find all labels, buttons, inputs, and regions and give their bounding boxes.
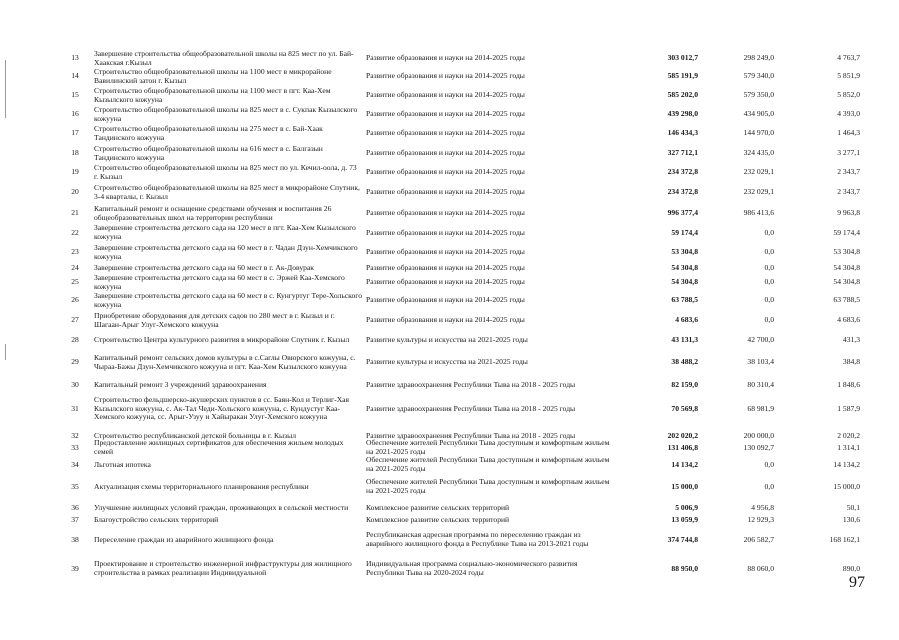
table-row bbox=[60, 311, 860, 330]
regional-amount-cell: 5 851,9 bbox=[837, 71, 860, 81]
federal-amount-cell: 4 956,8 bbox=[751, 503, 774, 513]
scan-margin-mark bbox=[5, 344, 6, 360]
table-row bbox=[60, 391, 860, 427]
table-row bbox=[60, 49, 860, 68]
program-name-cell: Развитие образования и науки на 2014-2025 годы bbox=[366, 90, 525, 100]
regional-amount-cell: 168 162,1 bbox=[829, 534, 860, 544]
federal-amount-cell: 68 981,9 bbox=[747, 403, 774, 413]
total-amount-cell: 303 012,7 bbox=[667, 53, 698, 63]
row-number-cell: 15 bbox=[71, 90, 79, 100]
row-number-cell: 36 bbox=[71, 503, 79, 513]
federal-amount-cell: 0,0 bbox=[764, 277, 774, 287]
row-number-cell: 24 bbox=[71, 262, 79, 272]
row-number-cell: 30 bbox=[71, 379, 79, 389]
program-name-cell: Развитие образования и науки на 2014-2025 годы bbox=[366, 71, 525, 81]
row-number-cell: 32 bbox=[71, 430, 79, 440]
program-name-cell: Комплексное развитие сельских территорий bbox=[366, 503, 510, 513]
regional-amount-cell: 14 134,2 bbox=[833, 459, 860, 469]
total-amount-cell: 38 488,2 bbox=[671, 357, 698, 367]
total-amount-cell: 63 788,5 bbox=[671, 295, 698, 305]
federal-amount-cell: 579 340,0 bbox=[743, 71, 774, 81]
regional-amount-cell: 2 020,2 bbox=[837, 430, 860, 440]
table-row bbox=[60, 86, 860, 105]
row-number-cell: 39 bbox=[71, 563, 79, 573]
object-name-cell: Проектирование и строительство инженерной инфраструктуры для жилищного строительства в рамках реализации Индивидуальной bbox=[94, 559, 352, 577]
federal-amount-cell: 12 929,3 bbox=[747, 514, 774, 524]
table-row bbox=[60, 475, 860, 499]
total-amount-cell: 54 304,8 bbox=[671, 277, 698, 287]
program-name-cell: Развитие образования и науки на 2014-2025 годы bbox=[366, 53, 525, 63]
total-amount-cell: 234 372,8 bbox=[667, 187, 698, 197]
regional-amount-cell: 54 304,8 bbox=[833, 262, 860, 272]
federal-amount-cell: 0,0 bbox=[764, 459, 774, 469]
object-name-cell: Завершение строительства детского сада на 60 мест в г. Ак-Довурак bbox=[94, 262, 314, 272]
program-name-cell: Обеспечение жителей Республики Тыва доступным и комфортным жильем на 2021-2025 годы bbox=[366, 439, 610, 456]
object-name-cell: Строительство Центра культурного развития в микрорайоне Спутник г. Кызыл bbox=[94, 334, 350, 344]
table-row bbox=[60, 262, 860, 274]
object-name-cell: Строительство общеобразовательной школы на 825 мест по ул. Кечил-оола, д. 73 г. Кызыл bbox=[94, 163, 357, 181]
scan-margin-mark bbox=[5, 60, 6, 118]
row-number-cell: 18 bbox=[71, 148, 79, 158]
total-amount-cell: 146 434,3 bbox=[667, 128, 698, 138]
total-amount-cell: 585 191,9 bbox=[667, 71, 698, 81]
object-name-cell: Капитальный ремонт и оснащение средствами обучения и воспитания 26 общеобразовательных школ на территории республики bbox=[94, 204, 332, 222]
program-name-cell: Развитие образования и науки на 2014-2025 годы bbox=[366, 187, 525, 197]
object-name-cell: Строительство общеобразовательной школы на 616 мест в с. Балгазын Тандинского кожууна bbox=[94, 144, 323, 162]
program-name-cell: Развитие культуры и искусства на 2021-2025 годы bbox=[366, 357, 528, 367]
table-row bbox=[60, 144, 860, 163]
table-row bbox=[60, 556, 860, 582]
program-name-cell: Республиканская адресная программа по переселению граждан из аварийного жилищного фонда в Республике Тыва на 2013-2021 годы bbox=[366, 530, 589, 548]
row-number-cell: 16 bbox=[71, 109, 79, 119]
table-row bbox=[60, 204, 860, 223]
regional-amount-cell: 2 343,7 bbox=[837, 187, 860, 197]
object-name-cell: Улучшение жилищных условий граждан, проживающих в сельской местности bbox=[94, 503, 349, 513]
table-row bbox=[60, 182, 860, 203]
program-name-cell: Развитие образования и науки на 2014-2025 годы bbox=[366, 247, 525, 257]
row-number-cell: 23 bbox=[71, 247, 79, 257]
regional-amount-cell: 59 174,4 bbox=[833, 227, 860, 237]
object-name-cell: Льготная ипотека bbox=[94, 459, 151, 469]
row-number-cell: 35 bbox=[71, 481, 79, 491]
total-amount-cell: 13 059,9 bbox=[671, 514, 698, 524]
federal-amount-cell: 434 905,0 bbox=[743, 109, 774, 119]
total-amount-cell: 59 174,4 bbox=[671, 227, 698, 237]
object-name-cell: Капитальный ремонт 3 учреждений здравоохранения bbox=[94, 379, 267, 389]
program-name-cell: Развитие образования и науки на 2014-2025 годы bbox=[366, 262, 525, 272]
regional-amount-cell: 5 852,0 bbox=[837, 90, 860, 100]
total-amount-cell: 70 569,8 bbox=[671, 403, 698, 413]
program-name-cell: Комплексное развитие сельских территорий bbox=[366, 514, 510, 524]
regional-amount-cell: 4 393,0 bbox=[837, 109, 860, 119]
row-number-cell: 27 bbox=[71, 315, 79, 325]
object-name-cell: Строительство общеобразовательной школы на 1100 мест в микрорайоне Вавилинский затон г. Кызыл bbox=[94, 68, 332, 85]
row-number-cell: 19 bbox=[71, 167, 79, 177]
total-amount-cell: 53 304,8 bbox=[671, 247, 698, 257]
regional-amount-cell: 2 343,7 bbox=[837, 167, 860, 177]
table-row bbox=[60, 292, 860, 309]
federal-amount-cell: 0,0 bbox=[764, 247, 774, 257]
federal-amount-cell: 42 700,0 bbox=[747, 334, 774, 344]
row-number-cell: 21 bbox=[71, 208, 79, 218]
program-name-cell: Развитие образования и науки на 2014-2025 годы bbox=[366, 128, 525, 138]
table-row bbox=[60, 514, 860, 526]
total-amount-cell: 996 377,4 bbox=[667, 208, 698, 218]
object-name-cell: Строительство фельдшерско-акушерских пунктов в сс. Баян-Кол и Терлиг-Хая Кызылского кожууна, с. Ак-Тал Чеди-Хольского кожууна, с. Кундустуг Каа-Хемского кожууна, сс. Арыг-Узуу и Хайыракан Улуг-Хемского кожууна bbox=[94, 395, 350, 422]
federal-amount-cell: 80 310,4 bbox=[747, 379, 774, 389]
federal-amount-cell: 38 103,4 bbox=[747, 357, 774, 367]
object-name-cell: Завершение строительства детского сада на 60 мест в г. Чадан Дзун-Хемчикского кожууна bbox=[94, 243, 358, 261]
row-number-cell: 14 bbox=[71, 71, 79, 81]
object-name-cell: Строительство общеобразовательной школы на 1100 мест в пгт. Каа-Хем Кызылского кожууна bbox=[94, 86, 331, 104]
regional-amount-cell: 130,6 bbox=[842, 514, 860, 524]
regional-amount-cell: 1 587,9 bbox=[837, 403, 860, 413]
total-amount-cell: 202 020,2 bbox=[667, 430, 698, 440]
program-name-cell: Развитие образования и науки на 2014-2025 годы bbox=[366, 148, 525, 158]
object-name-cell: Строительство общеобразовательной школы на 825 мест в микрорайоне Спутник, 3-4 кварталы, г. Кызыл bbox=[94, 182, 360, 201]
regional-amount-cell: 1 314,1 bbox=[837, 442, 860, 452]
regional-amount-cell: 4 683,6 bbox=[837, 315, 860, 325]
object-name-cell: Актуализация схемы территориального планирования республики bbox=[94, 481, 309, 491]
program-name-cell: Развитие культуры и искусства на 2021-2025 годы bbox=[366, 334, 528, 344]
program-name-cell: Обеспечение жителей Республики Тыва доступным и комфортным жильем на 2021-2025 годы bbox=[366, 456, 610, 473]
federal-amount-cell: 0,0 bbox=[764, 262, 774, 272]
row-number-cell: 29 bbox=[71, 357, 79, 367]
program-name-cell: Обеспечение жителей Республики Тыва доступным и комфортным жильем на 2021-2025 годы bbox=[366, 477, 610, 495]
object-name-cell: Завершение строительства детского сада на 120 мест в пгт. Каа-Хем Кызылского кожууна bbox=[94, 224, 356, 241]
row-number-cell: 31 bbox=[71, 403, 79, 413]
row-number-cell: 28 bbox=[71, 334, 79, 344]
table-row bbox=[60, 456, 860, 474]
regional-amount-cell: 63 788,5 bbox=[833, 295, 860, 305]
federal-amount-cell: 130 092,7 bbox=[743, 442, 774, 452]
regional-amount-cell: 431,3 bbox=[842, 334, 860, 344]
program-name-cell: Развитие здравоохранения Республики Тыва на 2018 - 2025 годы bbox=[366, 430, 576, 440]
table-row bbox=[60, 349, 860, 376]
total-amount-cell: 131 406,8 bbox=[667, 442, 698, 452]
program-name-cell: Развитие образования и науки на 2014-2025 годы bbox=[366, 227, 525, 237]
federal-amount-cell: 232 029,1 bbox=[743, 187, 774, 197]
object-name-cell: Завершение строительства детского сада на 60 мест в с. Эржей Каа-Хемского кожууна bbox=[94, 274, 345, 291]
table-row bbox=[60, 439, 860, 457]
row-number-cell: 37 bbox=[71, 514, 79, 524]
object-name-cell: Предоставление жилищных сертификатов для обеспечения жильем молодых семей bbox=[94, 439, 344, 456]
total-amount-cell: 4 683,6 bbox=[675, 315, 698, 325]
total-amount-cell: 234 372,8 bbox=[667, 167, 698, 177]
program-name-cell: Индивидуальная программа социально-экономического развития Республики Тыва на 2020-2024 годы bbox=[366, 559, 578, 577]
row-number-cell: 33 bbox=[71, 442, 79, 452]
regional-amount-cell: 54 304,8 bbox=[833, 277, 860, 287]
object-name-cell: Завершение строительства детского сада на 60 мест в с. Кунгуртуг Тере-Хольского кожууна bbox=[94, 292, 362, 309]
regional-amount-cell: 50,1 bbox=[846, 503, 860, 513]
regional-amount-cell: 890,0 bbox=[842, 563, 860, 573]
program-name-cell: Развитие образования и науки на 2014-2025 годы bbox=[366, 208, 525, 218]
table-row bbox=[60, 379, 860, 391]
table-row bbox=[60, 243, 860, 262]
program-name-cell: Развитие образования и науки на 2014-2025 годы bbox=[366, 167, 525, 177]
object-name-cell: Строительство общеобразовательной школы на 275 мест в с. Бай-Хаак Тандинского кожууна bbox=[94, 125, 323, 142]
regional-amount-cell: 3 277,1 bbox=[837, 148, 860, 158]
federal-amount-cell: 88 060,0 bbox=[747, 563, 774, 573]
table-row bbox=[60, 163, 860, 182]
object-name-cell: Приобретение оборудования для детских садов по 280 мест в г. Кызыл и г. Шагаан-Арыг Улуг-Хемского кожууна bbox=[94, 311, 335, 329]
table-row bbox=[60, 125, 860, 142]
federal-amount-cell: 0,0 bbox=[764, 295, 774, 305]
total-amount-cell: 5 006,9 bbox=[675, 503, 698, 513]
total-amount-cell: 327 712,1 bbox=[667, 148, 698, 158]
row-number-cell: 17 bbox=[71, 128, 79, 138]
total-amount-cell: 439 298,0 bbox=[667, 109, 698, 119]
object-name-cell: Капитальный ремонт сельских домов культуры в с.Саглы Овюрского кожууна, с. Чыраа-Бажы Дзун-Хемчикского кожууна и пгт. Каа-Хем Кызылского кожууна bbox=[94, 352, 356, 371]
regional-amount-cell: 9 963,8 bbox=[837, 208, 860, 218]
program-name-cell: Развитие образования и науки на 2014-2025 годы bbox=[366, 315, 525, 325]
program-name-cell: Развитие здравоохранения Республики Тыва на 2018 - 2025 годы bbox=[366, 403, 576, 413]
object-name-cell: Переселение граждан из аварийного жилищного фонда bbox=[94, 534, 274, 544]
regional-amount-cell: 53 304,8 bbox=[833, 247, 860, 257]
federal-amount-cell: 986 413,6 bbox=[743, 208, 774, 218]
federal-amount-cell: 144 970,0 bbox=[743, 128, 774, 138]
row-number-cell: 26 bbox=[71, 295, 79, 305]
regional-amount-cell: 1 848,6 bbox=[837, 379, 860, 389]
program-name-cell: Развитие здравоохранения Республики Тыва на 2018 - 2025 годы bbox=[366, 379, 576, 389]
total-amount-cell: 43 131,3 bbox=[671, 334, 698, 344]
regional-amount-cell: 4 763,7 bbox=[837, 53, 860, 63]
regional-amount-cell: 1 464,3 bbox=[837, 128, 860, 138]
object-name-cell: Строительство общеобразовательной школы на 825 мест в с. Сукпак Кызылского кожууна bbox=[94, 106, 358, 123]
row-number-cell: 38 bbox=[71, 534, 79, 544]
row-number-cell: 22 bbox=[71, 227, 79, 237]
table-row bbox=[60, 68, 860, 85]
row-number-cell: 20 bbox=[71, 187, 79, 197]
regional-amount-cell: 384,8 bbox=[842, 357, 860, 367]
total-amount-cell: 54 304,8 bbox=[671, 262, 698, 272]
total-amount-cell: 88 950,0 bbox=[671, 563, 698, 573]
row-number-cell: 34 bbox=[71, 459, 79, 469]
table-row bbox=[60, 224, 860, 242]
total-amount-cell: 82 159,0 bbox=[671, 379, 698, 389]
total-amount-cell: 14 134,2 bbox=[671, 459, 698, 469]
total-amount-cell: 15 000,0 bbox=[671, 481, 698, 491]
row-number-cell: 25 bbox=[71, 277, 79, 287]
federal-amount-cell: 0,0 bbox=[764, 481, 774, 491]
table-row bbox=[60, 526, 860, 554]
federal-amount-cell: 232 029,1 bbox=[743, 167, 774, 177]
object-name-cell: Благоустройство сельских территорий bbox=[94, 514, 219, 524]
federal-amount-cell: 324 435,0 bbox=[743, 148, 774, 158]
federal-amount-cell: 206 582,7 bbox=[743, 534, 774, 544]
row-number-cell: 13 bbox=[71, 53, 79, 63]
total-amount-cell: 374 744,8 bbox=[667, 534, 698, 544]
federal-amount-cell: 298 249,0 bbox=[743, 53, 774, 63]
program-name-cell: Развитие образования и науки на 2014-2025 годы bbox=[366, 295, 525, 305]
program-name-cell: Развитие образования и науки на 2014-2025 годы bbox=[366, 277, 525, 287]
total-amount-cell: 585 202,0 bbox=[667, 90, 698, 100]
table-row bbox=[60, 106, 860, 123]
federal-amount-cell: 0,0 bbox=[764, 315, 774, 325]
regional-amount-cell: 15 000,0 bbox=[833, 481, 860, 491]
federal-amount-cell: 200 000,0 bbox=[743, 430, 774, 440]
table-row bbox=[60, 331, 860, 349]
object-name-cell: Строительство республиканской детской больницы в г. Кызыл bbox=[94, 430, 297, 440]
program-name-cell: Развитие образования и науки на 2014-2025 годы bbox=[366, 109, 525, 119]
federal-amount-cell: 579 350,0 bbox=[743, 90, 774, 100]
page-number: 97 bbox=[849, 574, 865, 591]
table-row bbox=[60, 274, 860, 291]
federal-amount-cell: 0,0 bbox=[764, 227, 774, 237]
object-name-cell: Завершение строительства общеобразовательной школы на 825 мест по ул. Бай-Хаакская г.Кызыл bbox=[94, 49, 354, 67]
